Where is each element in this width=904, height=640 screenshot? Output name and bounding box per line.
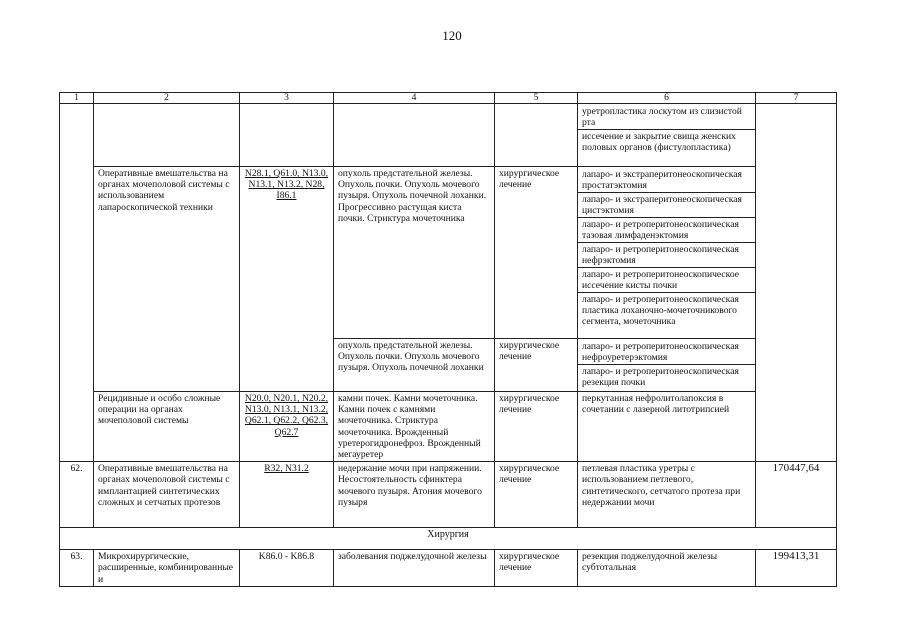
cell-methods	[578, 104, 756, 167]
table-row	[60, 104, 837, 167]
method-item: уретропластика лоскутом из слизистой рта	[578, 105, 755, 130]
cell-diagnosis: опухоль предстательной железы. Опухоль почки. Опухоль мочевого пузыря. Опухоль почечной лоханки	[334, 339, 495, 392]
cell-methods: перкутанная нефролитолапоксия в сочетании с лазерной литотрипсией	[578, 392, 756, 462]
cell-diagnosis: заболевания поджелудочной железы	[334, 550, 495, 587]
cell-codes: N28.1, Q61.0, N13.0, N13.1, N13.2, N28, I86.1	[240, 167, 334, 392]
cell-group	[94, 104, 240, 167]
method-item: лапаро- и ретроперитонеоскопическое иссечение кисты почки	[578, 268, 755, 293]
cell-methods	[578, 339, 756, 392]
cell-diagnosis	[334, 104, 495, 167]
method-item: лапаро- и экстраперитонеоскопическая простатэктомия	[578, 168, 755, 193]
cell-group: Рецидивные и особо сложные операции на органах мочеполовой системы	[94, 392, 240, 462]
method-item: лапаро- и экстраперитонеоскопическая цистэктомия	[578, 193, 755, 218]
cell-treatment: хирургическое лечение	[495, 339, 578, 392]
method-item: лапаро- и ретроперитонеоскопическая резекция почки	[582, 366, 739, 389]
method-item: иссечение и закрытие свища женских половых органов (фистулопластика)	[582, 131, 736, 154]
cell-codes: N20.0, N20.1, N20.2, N13.0, N13.1, N13.2, Q62.1, Q62.2, Q62.3, Q62.7	[240, 392, 334, 462]
cell-treatment: хирургическое лечение	[495, 392, 578, 462]
cell-group: Микрохирургические, расширенные, комбинированные и	[94, 550, 240, 587]
header-col-4: 4	[334, 93, 495, 104]
method-item: лапаро- и ретроперитонеоскопическая нефрэктомия	[578, 243, 755, 268]
table-row	[60, 550, 837, 587]
table-header-row	[60, 93, 837, 104]
cell-treatment: хирургическое лечение	[495, 167, 578, 339]
cell-cost: 199413,31	[756, 550, 837, 587]
cell-codes	[240, 104, 334, 167]
cell-number	[60, 104, 94, 462]
table-row	[60, 462, 837, 528]
header-col-7: 7	[756, 93, 837, 104]
cell-group: Оперативные вмешательства на органах мочеполовой системы с использованием лапароскопической техники	[94, 167, 240, 392]
method-item: лапаро- и ретроперитонеоскопическая тазовая лимфаденэктомия	[578, 218, 755, 243]
cell-treatment: хирургическое лечение	[495, 462, 578, 528]
method-item: лапаро- и ретроперитонеоскопическая пластика лоханочно-мочеточникового сегмента, мочеточника	[582, 294, 739, 328]
header-col-3: 3	[240, 93, 334, 104]
cell-codes: R32, N31.2	[240, 462, 334, 528]
section-row	[60, 528, 837, 550]
cell-group: Оперативные вмешательства на органах мочеполовой системы с имплантацией синтетических сложных и сетчатых протезов	[94, 462, 240, 528]
header-col-2: 2	[94, 93, 240, 104]
cell-diagnosis: недержание мочи при напряжении. Несостоятельность сфинктера мочевого пузыря. Атония мочевого пузыря	[334, 462, 495, 528]
cell-number: 62.	[60, 462, 94, 528]
cell-treatment	[495, 104, 578, 167]
cell-number: 63.	[60, 550, 94, 587]
cell-treatment: хирургическое лечение	[495, 550, 578, 587]
cell-diagnosis: камни почек. Камни мочеточника. Камни почек с камнями мочеточника. Стриктура мочеточника. Врожденный уретерогидронефроз. Врожденный мегауретер	[334, 392, 495, 462]
cell-methods: петлевая пластика уретры с использованием петлевого, синтетического, сетчатого протеза при недержании мочи	[578, 462, 756, 528]
page-number: 120	[442, 28, 462, 43]
cell-methods	[578, 167, 756, 339]
cell-cost	[756, 104, 837, 462]
section-title: Хирургия	[60, 528, 837, 550]
method-item: лапаро- и ретроперитонеоскопическая нефроуретерэктомия	[578, 340, 755, 365]
table-row	[60, 167, 837, 339]
header-col-5: 5	[495, 93, 578, 104]
cell-cost: 170447,64	[756, 462, 837, 528]
cell-diagnosis: опухоль предстательной железы. Опухоль почки. Опухоль мочевого пузыря. Опухоль почечной лоханки. Прогрессивно растущая киста почки. Стриктура мочеточника	[334, 167, 495, 339]
header-col-6: 6	[578, 93, 756, 104]
cell-codes: K86.0 - K86.8	[240, 550, 334, 587]
medical-services-table	[59, 92, 837, 587]
table-row	[60, 392, 837, 462]
header-col-1: 1	[60, 93, 94, 104]
cell-methods: резекция поджелудочной железы субтотальная	[578, 550, 756, 587]
